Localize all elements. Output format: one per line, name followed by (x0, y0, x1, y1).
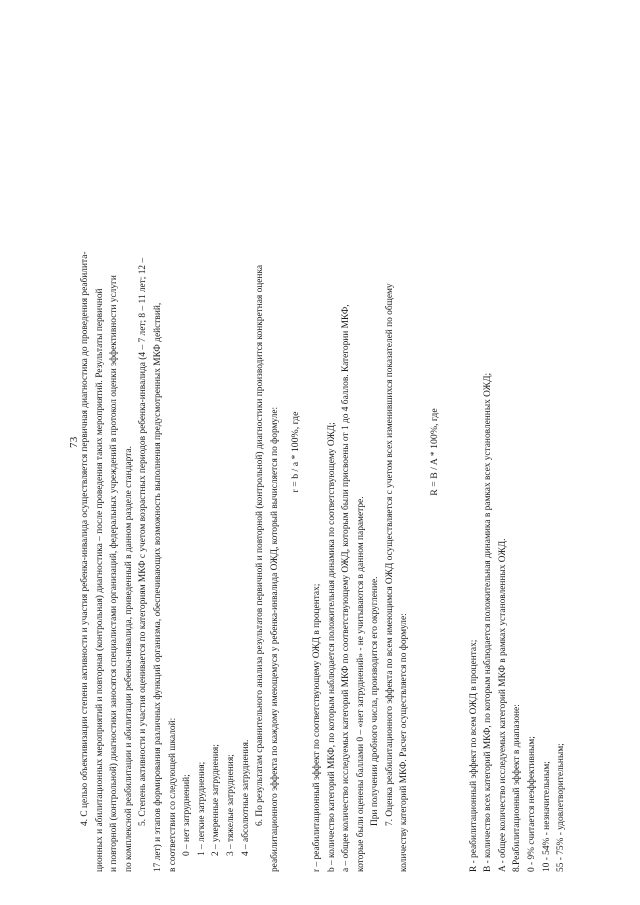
definition-line: 8.Реабилитационный эффект в диапазоне: (512, 704, 523, 872)
definition-line: 55 - 75% - удовлетворительным; (556, 743, 567, 872)
formula-r: r = b / a * 100%, где (290, 411, 302, 493)
definition-line: При получении дробного числа, производится его округление. (370, 576, 381, 826)
text-line: количеству категорий МКФ. Расчет осуществляется по формуле: (399, 613, 410, 872)
scale-item: 3 – тяжелые затруднения; (225, 754, 236, 856)
text-line: реабилитационного эффекта по каждому имеющемуся у ребенка-инвалида ОЖД, который вычисляется по формуле: (269, 406, 280, 872)
spacer (449, 32, 467, 872)
definition-line: 10 - 54% - незначительным; (541, 761, 552, 872)
definition-line: a – общее количество исследуемых категорий МКФ по соответствующему ОЖД, которым были присвоены от 1 до 4 баллов. Категории МКФ, (341, 304, 352, 872)
scale-item: 0 – нет затруднений; (182, 774, 193, 856)
text-line: по комплексной реабилитации и абилитации ребенка-инвалида, приведенный в данном разделе стандарта. (123, 446, 134, 872)
definition-line: R - реабилитационный эффект по всем ОЖД в процентах; (468, 639, 479, 872)
definition-line: 0 - 9% считается неэффективным; (527, 736, 538, 872)
text-line: в соответствии со следующей шкалой: (167, 717, 178, 872)
scale-item: 1 – легкие затруднения; (196, 761, 207, 856)
text-line: 5. Степень активности и участия оценивается по категориям МКФ с учетом возрастных периодов ребенка-инвалида (4 – 7 лет; 8 – 11 лет; 12 – (138, 257, 149, 826)
document-body (78, 32, 569, 872)
definition-line: которые были оценены баллами 0 – «нет затруднений» - не учитываются в данном параметре. (355, 496, 366, 872)
spacer (412, 32, 421, 872)
text-line: 4. С целью объективизации степени активности и участия ребенка-инвалида осуществляется первичная диагностика до проведения реабилита- (80, 251, 90, 826)
formula-R: R = B / A * 100%, где (429, 408, 441, 496)
definition-line: B - количество всех категорий МКФ, по которым наблюдается положительная динамика в рамках всех установленных ОЖД; (483, 372, 494, 872)
text-line: 7. Оценка реабилитационного эффекта по всем имеющимся ОЖД осуществляется с учетом всех изменившихся показателей по общему (384, 283, 395, 826)
text-line: 17 лет) и этапов формирования различных функций организма, обеспечивающих возможность выполнения предусмотренных МКФ действий, (152, 302, 163, 872)
definition-line: b – количество категорий МКФ, по которым наблюдается положительная динамика по соответствующему ОЖД; (326, 422, 337, 872)
text-line: и повторной (контрольной) диагностики заносятся специалистами организаций, федеральных учреждений в протокол оценки эффективности услуги (109, 275, 120, 872)
definition-line: r – реабилитационный эффект по соответствующему ОЖД в процентах; (311, 583, 322, 872)
page-number: 73 (68, 436, 80, 448)
scale-item: 4 – абсолютные затруднения. (240, 739, 251, 856)
definition-line: A - общее количество исследуемых категорий МКФ в рамках установленных ОЖД. (497, 538, 508, 872)
text-line: ционных и абилитационных мероприятий и повторная (контрольная) диагностика – после проведения таких мероприятий. Результаты первичной (94, 288, 105, 872)
rotated-document-page (68, 32, 628, 872)
scale-item: 2 – умеренные затруднения; (211, 744, 222, 856)
text-line: 6. По результатам сравнительного анализа результатов первичной и повторной (контрольной) диагностики производится конкретная оценка (255, 264, 266, 826)
